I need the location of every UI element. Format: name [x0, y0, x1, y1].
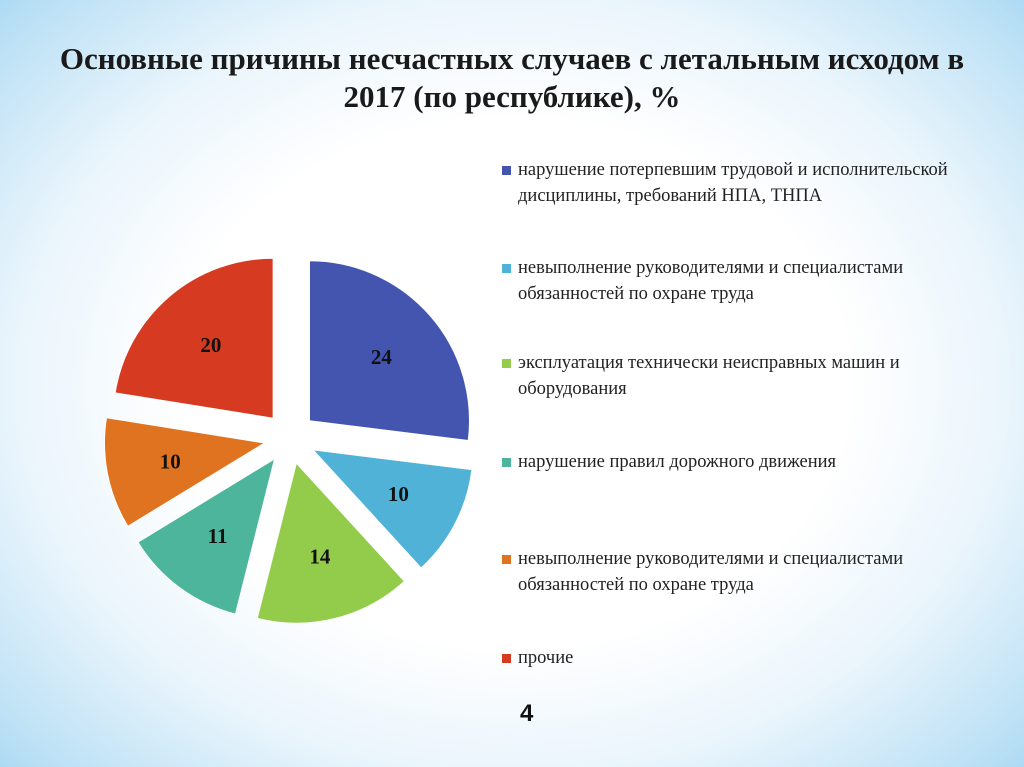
legend-label: нарушение правил дорожного движения — [518, 452, 837, 472]
legend-swatch — [502, 359, 511, 368]
legend-swatch — [502, 458, 511, 467]
legend-label: нарушение потерпевшим трудовой и исполнительской дисциплины, требований НПА, ТНПА — [518, 160, 948, 206]
pie-slice — [115, 258, 273, 418]
legend-label: эксплуатация технически неисправных машин и оборудования — [518, 353, 900, 399]
legend-label: прочие — [518, 648, 574, 668]
slice-value-label: 10 — [387, 481, 409, 506]
slice-value-label: 10 — [159, 449, 181, 474]
legend-label: невыполнение руководителями и специалистами обязанностей по охране труда — [518, 549, 904, 595]
slice-value-label: 11 — [207, 524, 228, 549]
legend-swatch — [502, 264, 511, 273]
slice-value-label: 24 — [370, 345, 392, 370]
slice-value-label: 14 — [309, 544, 331, 569]
legend-swatch — [502, 654, 511, 663]
slide-title: Основные причины несчастных случаев с летальным исходом в 2017 (по республике), % — [59, 41, 965, 114]
legend-swatch — [502, 555, 511, 564]
legend-label: невыполнение руководителями и специалистами обязанностей по охране труда — [518, 258, 904, 304]
page-number: 4 — [520, 700, 534, 727]
slice-value-label: 20 — [200, 333, 222, 358]
legend-swatch — [502, 166, 511, 175]
